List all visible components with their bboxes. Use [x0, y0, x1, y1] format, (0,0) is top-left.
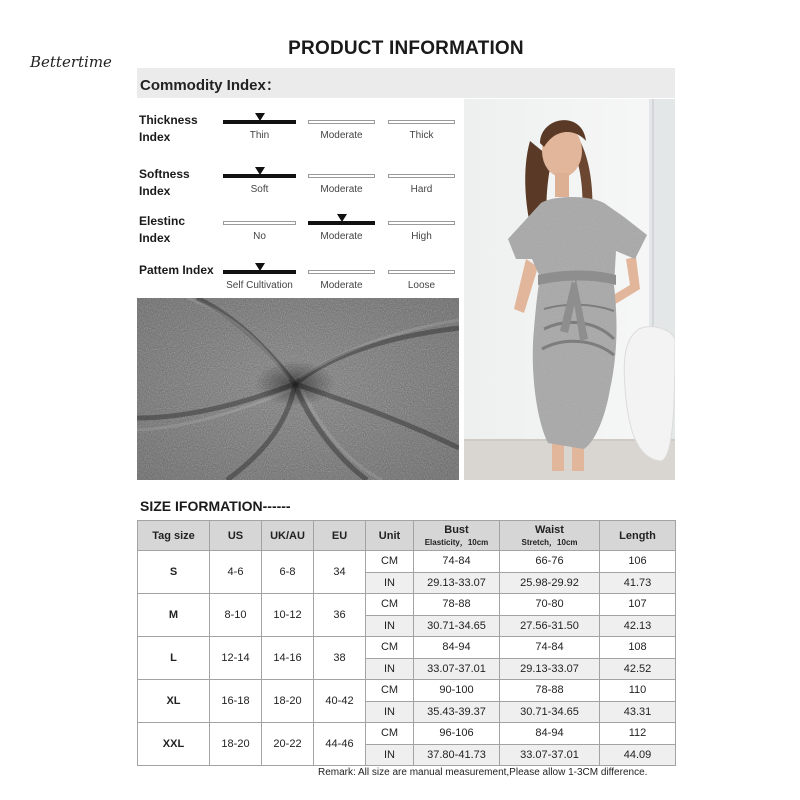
- index-option-moderate: [308, 120, 375, 141]
- index-label: Thickness Index: [139, 113, 198, 144]
- header-length: Length: [600, 521, 676, 551]
- us-size-cell: 4-6: [210, 551, 262, 594]
- uk-au-size-cell: 18-20: [262, 680, 314, 723]
- index-option-thin: [223, 120, 296, 141]
- selected-marker-icon: [337, 214, 347, 222]
- index-scale-bar: [388, 174, 455, 178]
- length-cell: 44.09: [600, 744, 676, 766]
- index-scale-bar: [388, 270, 455, 274]
- page-title: PRODUCT INFORMATION: [288, 38, 524, 59]
- waist-cell: 66-76: [500, 551, 600, 573]
- index-scale-bar: [308, 174, 375, 178]
- fabric-swirl-graphic: [137, 298, 459, 480]
- index-label: Elestinc Index: [139, 214, 186, 245]
- index-scale-bar: [223, 221, 296, 225]
- length-cell: 106: [600, 551, 676, 573]
- unit-cell: CM: [366, 723, 414, 745]
- selected-marker-icon: [255, 113, 265, 121]
- us-size-cell: 16-18: [210, 680, 262, 723]
- unit-cell: IN: [366, 658, 414, 680]
- eu-size-cell: 38: [314, 637, 366, 680]
- waist-cell: 27.56-31.50: [500, 615, 600, 637]
- length-cell: 41.73: [600, 572, 676, 594]
- size-chart-table: [137, 520, 676, 766]
- header-eu: EU: [314, 521, 366, 551]
- waist-cell: 74-84: [500, 637, 600, 659]
- index-scale-bar: [388, 120, 455, 124]
- index-option-label: No: [253, 231, 266, 242]
- index-option-label: Moderate: [320, 231, 363, 242]
- table-row: [138, 637, 676, 659]
- uk-au-size-cell: 10-12: [262, 594, 314, 637]
- unit-cell: IN: [366, 572, 414, 594]
- index-scale-bar: [388, 221, 455, 225]
- bust-cell: 35.43-39.37: [414, 701, 500, 723]
- us-size-cell: 12-14: [210, 637, 262, 680]
- uk-au-size-cell: 20-22: [262, 723, 314, 766]
- unit-cell: IN: [366, 615, 414, 637]
- length-cell: 108: [600, 637, 676, 659]
- index-option-label: Loose: [407, 280, 436, 291]
- unit-cell: CM: [366, 637, 414, 659]
- waist-cell: 78-88: [500, 680, 600, 702]
- unit-cell: IN: [366, 701, 414, 723]
- size-table-header-row: [138, 521, 676, 551]
- index-option-label: Soft: [250, 184, 269, 195]
- measurement-remark: Remark: All size are manual measurement,Please allow 1-3CM difference.: [318, 767, 648, 778]
- index-option-no: [223, 221, 296, 242]
- unit-cell: CM: [366, 551, 414, 573]
- selected-marker-icon: [255, 263, 265, 271]
- unit-cell: CM: [366, 680, 414, 702]
- size-tag-cell: M: [138, 594, 210, 637]
- index-option-label: Thick: [409, 130, 434, 141]
- bust-cell: 33.07-37.01: [414, 658, 500, 680]
- commodity-index-header: [137, 68, 675, 98]
- table-row: [138, 594, 676, 616]
- bust-cell: 90-100: [414, 680, 500, 702]
- index-option-label: Thin: [249, 130, 270, 141]
- header-bust-note: Elasticity，10cm: [424, 537, 489, 547]
- index-option-hard: [388, 174, 455, 195]
- index-option-thick: [388, 120, 455, 141]
- index-label: Pattem Index: [139, 263, 214, 277]
- length-cell: 42.13: [600, 615, 676, 637]
- index-option-label: Hard: [410, 184, 433, 195]
- model-dress-illustration: [464, 99, 675, 480]
- commodity-index-title: Commodity Index：: [140, 77, 281, 94]
- waist-cell: 84-94: [500, 723, 600, 745]
- size-tag-cell: S: [138, 551, 210, 594]
- size-tag-cell: XL: [138, 680, 210, 723]
- index-row-softness-index: [137, 166, 462, 212]
- header-uk-au: UK/AU: [262, 521, 314, 551]
- unit-cell: IN: [366, 744, 414, 766]
- index-option-moderate: [308, 221, 375, 242]
- eu-size-cell: 36: [314, 594, 366, 637]
- table-row: [138, 723, 676, 745]
- model-photo: [464, 99, 675, 480]
- index-option-moderate: [308, 270, 375, 291]
- header-bust: [414, 521, 500, 551]
- uk-au-size-cell: 14-16: [262, 637, 314, 680]
- uk-au-size-cell: 6-8: [262, 551, 314, 594]
- bust-cell: 74-84: [414, 551, 500, 573]
- bust-cell: 96-106: [414, 723, 500, 745]
- header-waist: [500, 521, 600, 551]
- length-cell: 110: [600, 680, 676, 702]
- header-bust-label: Bust: [444, 523, 469, 536]
- index-option-label: High: [411, 231, 432, 242]
- selected-marker-icon: [255, 167, 265, 175]
- size-table-body: [138, 551, 676, 766]
- bust-cell: 84-94: [414, 637, 500, 659]
- eu-size-cell: 34: [314, 551, 366, 594]
- index-option-loose: [388, 270, 455, 291]
- size-information-title: SIZE IFORMATION------: [140, 498, 291, 514]
- eu-size-cell: 44-46: [314, 723, 366, 766]
- index-scale-bar: [308, 270, 375, 274]
- index-option-label: Moderate: [320, 280, 363, 291]
- unit-cell: CM: [366, 594, 414, 616]
- eu-size-cell: 40-42: [314, 680, 366, 723]
- header-waist-label: Waist: [535, 523, 564, 536]
- waist-cell: 70-80: [500, 594, 600, 616]
- size-tag-cell: XXL: [138, 723, 210, 766]
- index-scale-bar: [308, 120, 375, 124]
- waist-cell: 29.13-33.07: [500, 658, 600, 680]
- length-cell: 107: [600, 594, 676, 616]
- bust-cell: 78-88: [414, 594, 500, 616]
- header-us: US: [210, 521, 262, 551]
- index-option-self-cultivation: [223, 270, 296, 291]
- us-size-cell: 8-10: [210, 594, 262, 637]
- brand-watermark: Bettertime: [30, 53, 112, 71]
- bust-cell: 30.71-34.65: [414, 615, 500, 637]
- length-cell: 43.31: [600, 701, 676, 723]
- bust-cell: 29.13-33.07: [414, 572, 500, 594]
- header-waist-note: Stretch，10cm: [521, 537, 578, 547]
- header-unit: Unit: [366, 521, 414, 551]
- index-row-thickness-index: [137, 112, 462, 158]
- length-cell: 112: [600, 723, 676, 745]
- fabric-texture-image: [137, 298, 459, 480]
- length-cell: 42.52: [600, 658, 676, 680]
- index-option-high: [388, 221, 455, 242]
- index-option-moderate: [308, 174, 375, 195]
- waist-cell: 30.71-34.65: [500, 701, 600, 723]
- index-option-label: Moderate: [320, 130, 363, 141]
- us-size-cell: 18-20: [210, 723, 262, 766]
- header-tag-size: Tag size: [138, 521, 210, 551]
- waist-cell: 33.07-37.01: [500, 744, 600, 766]
- index-label: Softness Index: [139, 167, 190, 198]
- table-row: [138, 680, 676, 702]
- bust-cell: 37.80-41.73: [414, 744, 500, 766]
- size-tag-cell: L: [138, 637, 210, 680]
- waist-cell: 25.98-29.92: [500, 572, 600, 594]
- index-option-soft: [223, 174, 296, 195]
- index-option-label: Self Cultivation: [226, 280, 293, 291]
- index-option-label: Moderate: [320, 184, 363, 195]
- table-row: [138, 551, 676, 573]
- index-row-elestinc-index: [137, 213, 462, 259]
